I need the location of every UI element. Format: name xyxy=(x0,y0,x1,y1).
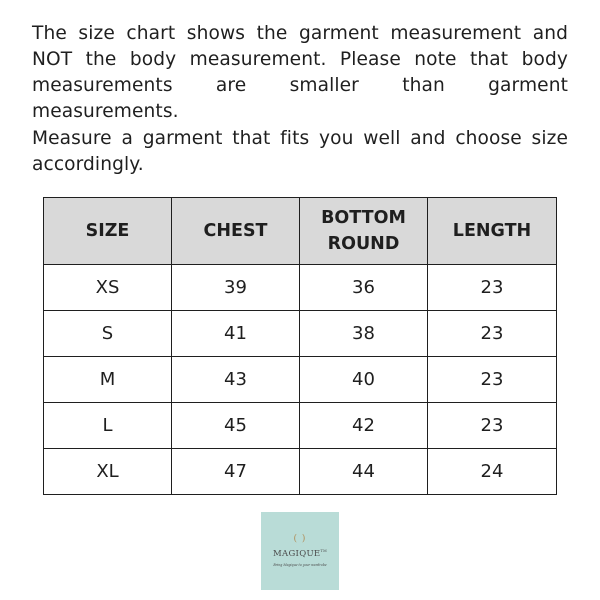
header-bottom-round-line1: BOTTOM xyxy=(321,208,406,228)
header-length: LENGTH xyxy=(428,198,557,265)
cell-bottom-round: 42 xyxy=(300,403,428,449)
cell-length: 24 xyxy=(428,449,557,495)
cell-chest: 39 xyxy=(172,265,300,311)
logo-trademark: TM xyxy=(320,549,327,554)
size-chart-header xyxy=(44,198,557,265)
logo-mark-icon: ( ) xyxy=(293,534,307,544)
measure-instruction-paragraph: Measure a garment that fits you well and choose size accordingly. xyxy=(32,128,568,175)
header-chest: CHEST xyxy=(172,198,300,265)
cell-bottom-round: 36 xyxy=(300,265,428,311)
cell-size: XS xyxy=(44,265,172,311)
table-row xyxy=(44,311,557,357)
cell-chest: 43 xyxy=(172,357,300,403)
magique-logo xyxy=(261,512,339,590)
table-row xyxy=(44,449,557,495)
cell-length: 23 xyxy=(428,357,557,403)
size-note-paragraph: The size chart shows the garment measurement and NOT the body measurement. Please note that body measurements are smaller than garment measurements. xyxy=(32,23,568,122)
table-row xyxy=(44,357,557,403)
cell-size: XL xyxy=(44,449,172,495)
table-row xyxy=(44,403,557,449)
cell-chest: 47 xyxy=(172,449,300,495)
cell-bottom-round: 40 xyxy=(300,357,428,403)
logo-tagline: Bring Magique to your wardrobe xyxy=(273,563,327,567)
cell-bottom-round: 38 xyxy=(300,311,428,357)
cell-bottom-round: 44 xyxy=(300,449,428,495)
table-row xyxy=(44,265,557,311)
cell-length: 23 xyxy=(428,311,557,357)
cell-length: 23 xyxy=(428,403,557,449)
cell-chest: 41 xyxy=(172,311,300,357)
header-bottom-round xyxy=(300,198,428,265)
size-chart-body xyxy=(44,265,557,495)
cell-size: M xyxy=(44,357,172,403)
cell-chest: 45 xyxy=(172,403,300,449)
header-row xyxy=(44,198,557,265)
cell-length: 23 xyxy=(428,265,557,311)
cell-size: L xyxy=(44,403,172,449)
header-size: SIZE xyxy=(44,198,172,265)
header-bottom-round-line2: ROUND xyxy=(327,234,400,254)
size-chart-table xyxy=(43,197,557,495)
logo-brand-name xyxy=(261,549,339,559)
logo-brand-text: MAGIQUE xyxy=(273,549,321,559)
cell-size: S xyxy=(44,311,172,357)
